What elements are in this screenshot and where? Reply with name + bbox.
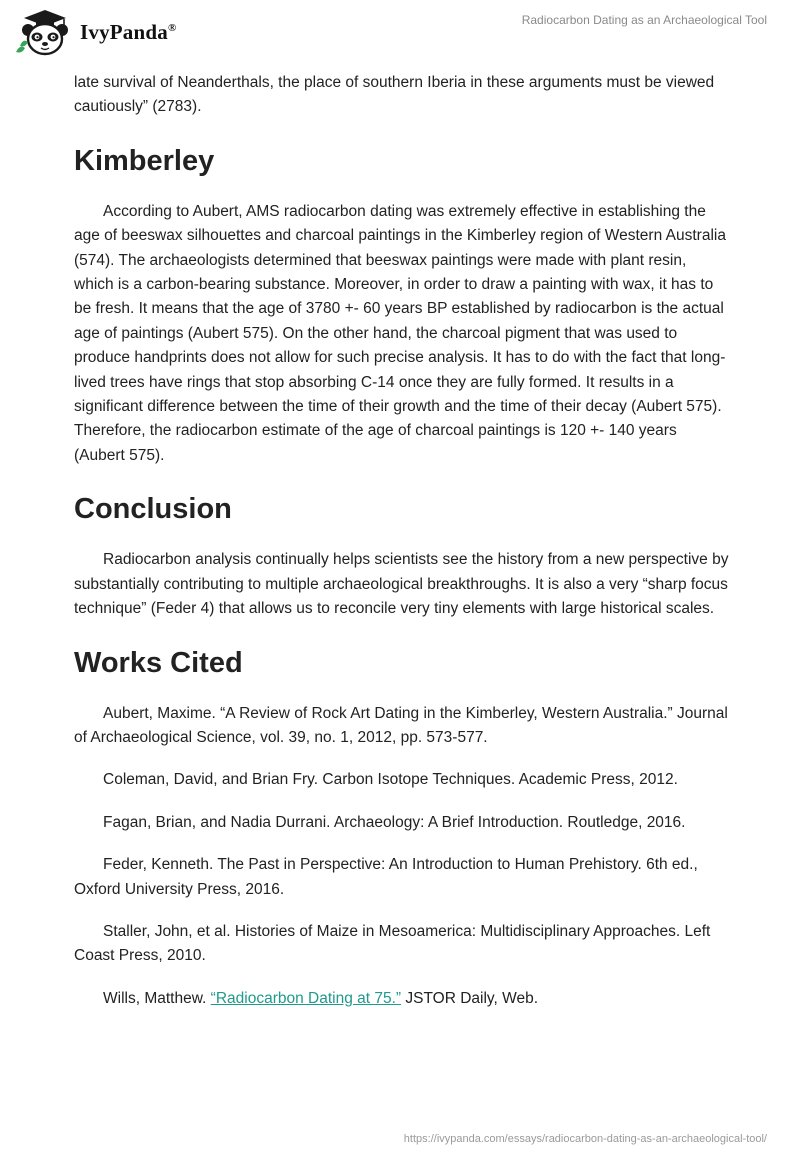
page-header bbox=[0, 0, 800, 60]
citation-coleman: Coleman, David, and Brian Fry. Carbon Isotope Techniques. Academic Press, 2012. bbox=[103, 771, 678, 789]
citation-fagan: Fagan, Brian, and Nadia Durrani. Archaeology: A Brief Introduction. Routledge, 2016. bbox=[103, 813, 686, 831]
works-cited-heading: Works Cited bbox=[74, 646, 243, 679]
brand-text: IvyPanda bbox=[80, 20, 168, 44]
brand-name[interactable] bbox=[80, 20, 176, 45]
registered-mark: ® bbox=[167, 22, 177, 34]
conclusion-heading: Conclusion bbox=[74, 493, 232, 526]
ivypanda-logo-icon[interactable] bbox=[14, 8, 76, 56]
citation-wills-prefix: Wills, Matthew. bbox=[103, 989, 211, 1007]
citation-feder: Feder, Kenneth. The Past in Perspective: An Introduction to Human Prehistory. 6th ed., Oxford University Press, 2016. bbox=[74, 856, 698, 898]
conclusion-paragraph: Radiocarbon analysis continually helps scientists see the history from a new perspective by substantially contributing to multiple archaeological breakthroughs. It is also a very “sharp focus technique” (Feder 4) that allows us to reconcile very tiny elements with large historical scales. bbox=[74, 551, 729, 618]
citation-staller: Staller, John, et al. Histories of Maize in Mesoamerica: Multidisciplinary Approaches. Left Coast Press, 2010. bbox=[74, 922, 711, 965]
radiocarbon-dating-at-75-link[interactable]: “Radiocarbon Dating at 75.” bbox=[210, 989, 402, 1007]
kimberley-paragraph: According to Aubert, AMS radiocarbon dating was extremely effective in establishing the age of beeswax silhouettes and charcoal paintings in the Kimberley region of Western Australia (574). The archaeologists determined that beeswax paintings were made with plant resin, which is a carbon-bearing substance. Moreover, in order to draw a painting with wax, it has to be fresh. It means that the age of 3780 +- 60 years BP established by radiocarbon is the actual age of paintings (Aubert 575). On the other hand, the charcoal pigment that was used to produce handprints does not allow for such precise analysis. It has to do with the fact that long-lived trees have rings that stop absorbing C-14 once they are fully formed. It results in a significant difference between the time of their growth and the time of their decay (Aubert 575). Therefore, the radiocarbon estimate of the age of charcoal paintings is 120 +- 140 years (Aubert 575). bbox=[74, 202, 726, 464]
citation-wills bbox=[74, 987, 729, 1011]
intro-continued-paragraph: late survival of Neanderthals, the place of southern Iberia in these arguments must be viewed cautiously” (2783). bbox=[74, 74, 715, 116]
kimberley-heading: Kimberley bbox=[74, 144, 215, 177]
essay-content bbox=[74, 71, 729, 1011]
document-title: Radiocarbon Dating as an Archaeological Tool bbox=[521, 13, 767, 27]
footer-url: https://ivypanda.com/essays/radiocarbon-dating-as-an-archaeological-tool/ bbox=[403, 1133, 767, 1145]
citation-wills-suffix: JSTOR Daily, Web. bbox=[401, 989, 539, 1007]
citation-aubert: Aubert, Maxime. “A Review of Rock Art Dating in the Kimberley, Western Australia.” Journal of Archaeological Science, vol. 39, no. 1, 2012, pp. 573-577. bbox=[74, 704, 728, 746]
